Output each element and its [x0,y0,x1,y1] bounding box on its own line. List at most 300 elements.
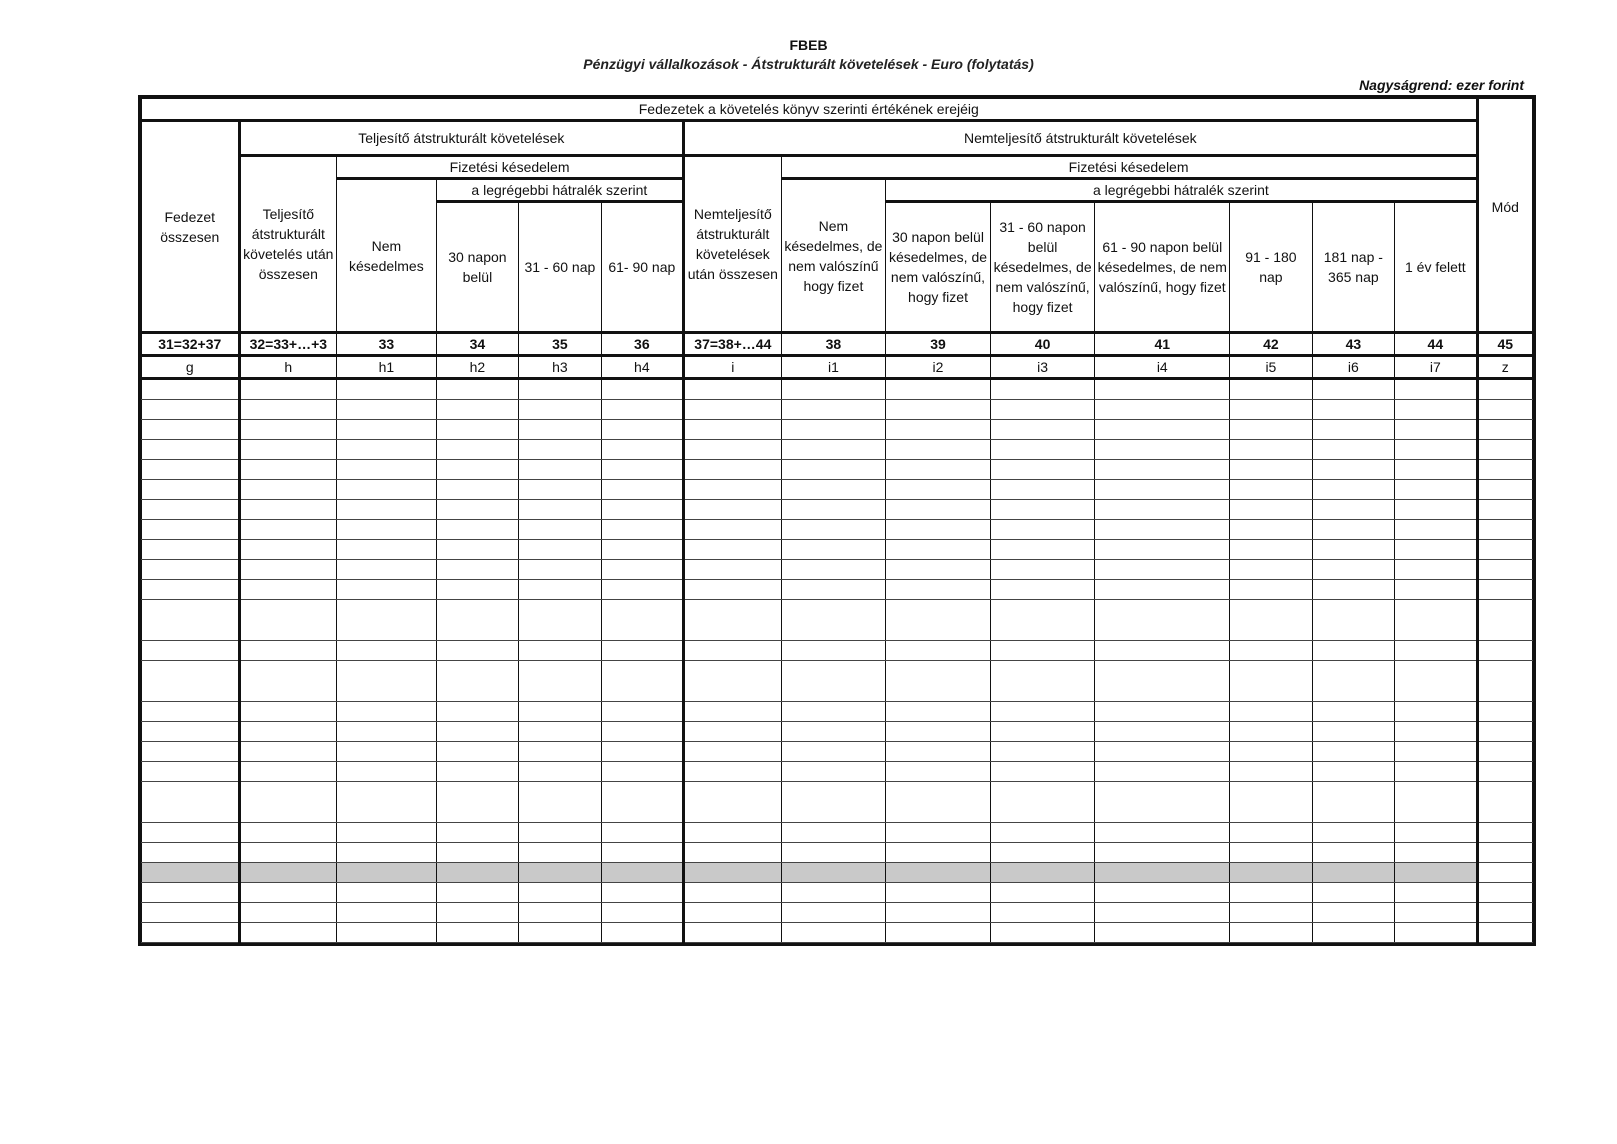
table-cell[interactable] [1477,520,1532,540]
table-cell[interactable] [436,823,518,843]
table-cell[interactable] [1312,661,1394,702]
table-cell[interactable] [601,520,683,540]
table-cell[interactable] [239,400,337,420]
table-cell[interactable] [436,520,518,540]
table-cell[interactable] [684,661,782,702]
table-cell[interactable] [781,923,886,943]
table-cell[interactable] [1395,923,1477,943]
table-cell[interactable] [886,580,991,600]
table-cell[interactable] [1477,460,1532,480]
table-cell[interactable] [436,641,518,661]
table-cell[interactable] [781,641,886,661]
table-cell[interactable] [1095,702,1230,722]
table-cell[interactable] [337,480,437,500]
table-cell[interactable] [781,520,886,540]
table-cell[interactable] [1395,400,1477,420]
table-cell[interactable] [436,722,518,742]
table-cell[interactable] [1095,863,1230,883]
table-cell[interactable] [601,440,683,460]
table-cell[interactable] [519,500,601,520]
table-cell[interactable] [1095,480,1230,500]
table-cell[interactable] [337,500,437,520]
table-cell[interactable] [337,903,437,923]
table-cell[interactable] [142,379,240,400]
table-cell[interactable] [1095,580,1230,600]
table-cell[interactable] [684,460,782,480]
table-cell[interactable] [1477,722,1532,742]
table-cell[interactable] [337,923,437,943]
table-cell[interactable] [781,742,886,762]
table-cell[interactable] [1095,883,1230,903]
table-cell[interactable] [684,520,782,540]
table-cell[interactable] [1095,762,1230,782]
table-cell[interactable] [684,580,782,600]
table-cell[interactable] [142,500,240,520]
table-cell[interactable] [239,641,337,661]
table-cell[interactable] [142,661,240,702]
table-cell[interactable] [337,400,437,420]
table-cell[interactable] [519,400,601,420]
table-cell[interactable] [142,863,240,883]
table-cell[interactable] [142,782,240,823]
table-cell[interactable] [436,560,518,580]
table-cell[interactable] [1395,782,1477,823]
table-cell[interactable] [239,560,337,580]
table-cell[interactable] [886,460,991,480]
table-cell[interactable] [337,580,437,600]
table-cell[interactable] [1312,702,1394,722]
table-cell[interactable] [781,600,886,641]
table-cell[interactable] [142,742,240,762]
table-cell[interactable] [142,440,240,460]
table-cell[interactable] [886,923,991,943]
table-cell[interactable] [519,722,601,742]
table-cell[interactable] [337,782,437,823]
table-cell[interactable] [519,480,601,500]
table-cell[interactable] [1395,500,1477,520]
table-cell[interactable] [1095,923,1230,943]
table-cell[interactable] [519,379,601,400]
table-cell[interactable] [519,460,601,480]
table-cell[interactable] [684,702,782,722]
table-cell[interactable] [519,782,601,823]
table-cell[interactable] [1095,742,1230,762]
table-cell[interactable] [781,500,886,520]
table-cell[interactable] [337,641,437,661]
table-cell[interactable] [142,641,240,661]
table-cell[interactable] [1095,440,1230,460]
table-cell[interactable] [436,379,518,400]
table-cell[interactable] [1477,600,1532,641]
table-cell[interactable] [337,762,437,782]
table-cell[interactable] [601,863,683,883]
table-cell[interactable] [142,762,240,782]
table-cell[interactable] [1095,600,1230,641]
table-cell[interactable] [1230,661,1312,702]
table-cell[interactable] [601,883,683,903]
table-cell[interactable] [990,923,1095,943]
table-cell[interactable] [601,762,683,782]
table-cell[interactable] [886,702,991,722]
table-cell[interactable] [1395,440,1477,460]
table-cell[interactable] [886,420,991,440]
table-cell[interactable] [601,702,683,722]
table-cell[interactable] [1312,762,1394,782]
table-cell[interactable] [990,641,1095,661]
table-cell[interactable] [1395,883,1477,903]
table-cell[interactable] [1230,762,1312,782]
table-cell[interactable] [601,903,683,923]
table-cell[interactable] [990,702,1095,722]
table-cell[interactable] [239,520,337,540]
table-cell[interactable] [1395,520,1477,540]
table-cell[interactable] [684,722,782,742]
table-cell[interactable] [684,823,782,843]
table-cell[interactable] [601,460,683,480]
table-cell[interactable] [1230,480,1312,500]
table-cell[interactable] [1477,641,1532,661]
table-cell[interactable] [1477,843,1532,863]
table-cell[interactable] [684,923,782,943]
table-cell[interactable] [436,883,518,903]
table-cell[interactable] [436,600,518,641]
table-cell[interactable] [436,500,518,520]
table-cell[interactable] [601,400,683,420]
table-cell[interactable] [239,762,337,782]
table-cell[interactable] [1477,379,1532,400]
table-cell[interactable] [781,400,886,420]
table-cell[interactable] [142,883,240,903]
table-cell[interactable] [519,923,601,943]
table-cell[interactable] [781,661,886,702]
table-cell[interactable] [781,722,886,742]
table-cell[interactable] [1095,641,1230,661]
table-cell[interactable] [1395,742,1477,762]
table-cell[interactable] [337,540,437,560]
table-cell[interactable] [1312,782,1394,823]
table-cell[interactable] [436,400,518,420]
table-cell[interactable] [142,480,240,500]
table-cell[interactable] [436,782,518,823]
table-cell[interactable] [781,420,886,440]
table-cell[interactable] [436,440,518,460]
table-cell[interactable] [781,843,886,863]
table-cell[interactable] [684,480,782,500]
table-cell[interactable] [436,702,518,722]
table-cell[interactable] [519,742,601,762]
table-cell[interactable] [1230,883,1312,903]
table-cell[interactable] [1095,379,1230,400]
table-cell[interactable] [239,742,337,762]
table-cell[interactable] [990,400,1095,420]
table-cell[interactable] [1095,520,1230,540]
table-cell[interactable] [519,762,601,782]
table-cell[interactable] [1095,782,1230,823]
table-cell[interactable] [781,480,886,500]
table-cell[interactable] [1312,722,1394,742]
table-cell[interactable] [239,600,337,641]
table-cell[interactable] [1312,580,1394,600]
table-cell[interactable] [142,420,240,440]
table-cell[interactable] [1312,420,1394,440]
table-cell[interactable] [990,540,1095,560]
table-cell[interactable] [519,823,601,843]
table-cell[interactable] [990,560,1095,580]
table-cell[interactable] [1395,560,1477,580]
table-cell[interactable] [684,440,782,460]
table-cell[interactable] [1395,379,1477,400]
table-cell[interactable] [436,480,518,500]
table-cell[interactable] [1395,863,1477,883]
table-cell[interactable] [519,420,601,440]
table-cell[interactable] [1312,843,1394,863]
table-cell[interactable] [684,782,782,823]
table-cell[interactable] [886,823,991,843]
table-cell[interactable] [684,540,782,560]
table-cell[interactable] [781,460,886,480]
table-cell[interactable] [1095,843,1230,863]
table-cell[interactable] [781,580,886,600]
table-cell[interactable] [519,600,601,641]
table-cell[interactable] [436,903,518,923]
table-cell[interactable] [239,540,337,560]
table-cell[interactable] [990,863,1095,883]
table-cell[interactable] [1477,762,1532,782]
table-cell[interactable] [990,762,1095,782]
table-cell[interactable] [684,379,782,400]
table-cell[interactable] [1477,480,1532,500]
table-cell[interactable] [684,500,782,520]
table-cell[interactable] [239,863,337,883]
table-cell[interactable] [684,420,782,440]
table-cell[interactable] [1095,400,1230,420]
table-cell[interactable] [1312,440,1394,460]
table-cell[interactable] [1312,400,1394,420]
table-cell[interactable] [1230,863,1312,883]
table-cell[interactable] [436,923,518,943]
table-cell[interactable] [990,782,1095,823]
table-cell[interactable] [1230,379,1312,400]
table-cell[interactable] [886,500,991,520]
table-cell[interactable] [142,460,240,480]
table-cell[interactable] [1477,883,1532,903]
table-cell[interactable] [1395,540,1477,560]
table-cell[interactable] [1230,782,1312,823]
table-cell[interactable] [519,580,601,600]
table-cell[interactable] [142,540,240,560]
table-cell[interactable] [239,702,337,722]
table-cell[interactable] [1312,923,1394,943]
table-cell[interactable] [1230,540,1312,560]
table-cell[interactable] [142,580,240,600]
table-cell[interactable] [142,923,240,943]
table-cell[interactable] [684,641,782,661]
table-cell[interactable] [337,520,437,540]
table-cell[interactable] [1095,540,1230,560]
table-cell[interactable] [1312,379,1394,400]
table-cell[interactable] [337,379,437,400]
table-cell[interactable] [990,722,1095,742]
table-cell[interactable] [1477,580,1532,600]
table-cell[interactable] [519,520,601,540]
table-cell[interactable] [1312,520,1394,540]
table-cell[interactable] [990,600,1095,641]
table-cell[interactable] [239,782,337,823]
table-cell[interactable] [337,702,437,722]
table-cell[interactable] [1477,702,1532,722]
table-cell[interactable] [142,600,240,641]
table-cell[interactable] [1395,661,1477,702]
table-cell[interactable] [886,480,991,500]
table-cell[interactable] [142,722,240,742]
table-cell[interactable] [1395,722,1477,742]
table-cell[interactable] [601,560,683,580]
table-cell[interactable] [1395,843,1477,863]
table-cell[interactable] [1477,661,1532,702]
table-cell[interactable] [1095,420,1230,440]
table-cell[interactable] [781,540,886,560]
table-cell[interactable] [601,580,683,600]
table-cell[interactable] [337,883,437,903]
table-cell[interactable] [990,661,1095,702]
table-cell[interactable] [1477,782,1532,823]
table-cell[interactable] [601,500,683,520]
table-cell[interactable] [781,762,886,782]
table-cell[interactable] [239,460,337,480]
table-cell[interactable] [239,379,337,400]
table-cell[interactable] [990,883,1095,903]
table-cell[interactable] [1230,560,1312,580]
table-cell[interactable] [1312,641,1394,661]
table-cell[interactable] [1477,560,1532,580]
table-cell[interactable] [990,460,1095,480]
table-cell[interactable] [1395,580,1477,600]
table-cell[interactable] [886,782,991,823]
table-cell[interactable] [337,420,437,440]
table-cell[interactable] [436,661,518,702]
table-cell[interactable] [1395,903,1477,923]
table-cell[interactable] [990,480,1095,500]
table-cell[interactable] [142,702,240,722]
table-cell[interactable] [1477,863,1532,883]
table-cell[interactable] [1312,823,1394,843]
table-cell[interactable] [1312,560,1394,580]
table-cell[interactable] [684,863,782,883]
table-cell[interactable] [886,600,991,641]
table-cell[interactable] [436,843,518,863]
table-cell[interactable] [1312,883,1394,903]
table-cell[interactable] [436,742,518,762]
table-cell[interactable] [1395,600,1477,641]
table-cell[interactable] [142,903,240,923]
table-cell[interactable] [239,883,337,903]
table-cell[interactable] [886,843,991,863]
table-cell[interactable] [684,843,782,863]
table-cell[interactable] [601,641,683,661]
table-cell[interactable] [1230,742,1312,762]
table-cell[interactable] [1230,460,1312,480]
table-cell[interactable] [1230,641,1312,661]
table-cell[interactable] [1312,600,1394,641]
table-cell[interactable] [239,480,337,500]
table-cell[interactable] [337,863,437,883]
table-cell[interactable] [1095,560,1230,580]
table-cell[interactable] [519,540,601,560]
table-cell[interactable] [142,823,240,843]
table-cell[interactable] [1230,600,1312,641]
table-cell[interactable] [519,560,601,580]
table-cell[interactable] [337,742,437,762]
table-cell[interactable] [781,863,886,883]
table-cell[interactable] [990,379,1095,400]
table-cell[interactable] [886,379,991,400]
table-cell[interactable] [1395,762,1477,782]
table-cell[interactable] [1095,903,1230,923]
table-cell[interactable] [990,580,1095,600]
table-cell[interactable] [337,661,437,702]
table-cell[interactable] [436,580,518,600]
table-cell[interactable] [1395,460,1477,480]
table-cell[interactable] [1477,823,1532,843]
table-cell[interactable] [142,843,240,863]
table-cell[interactable] [1395,420,1477,440]
table-cell[interactable] [1477,923,1532,943]
table-cell[interactable] [337,440,437,460]
table-cell[interactable] [1230,400,1312,420]
table-cell[interactable] [781,782,886,823]
table-cell[interactable] [601,782,683,823]
table-cell[interactable] [990,440,1095,460]
table-cell[interactable] [601,722,683,742]
table-cell[interactable] [601,923,683,943]
table-cell[interactable] [781,379,886,400]
table-cell[interactable] [1395,480,1477,500]
table-cell[interactable] [1230,903,1312,923]
table-cell[interactable] [886,883,991,903]
table-cell[interactable] [239,420,337,440]
table-cell[interactable] [436,762,518,782]
table-cell[interactable] [886,903,991,923]
table-cell[interactable] [886,440,991,460]
table-cell[interactable] [601,661,683,702]
table-cell[interactable] [1477,440,1532,460]
table-cell[interactable] [886,520,991,540]
table-cell[interactable] [601,420,683,440]
table-cell[interactable] [436,460,518,480]
table-cell[interactable] [1230,923,1312,943]
table-cell[interactable] [337,722,437,742]
table-cell[interactable] [519,843,601,863]
table-cell[interactable] [1312,863,1394,883]
table-cell[interactable] [1312,903,1394,923]
table-cell[interactable] [781,903,886,923]
table-cell[interactable] [239,722,337,742]
table-cell[interactable] [601,480,683,500]
table-cell[interactable] [1477,903,1532,923]
table-cell[interactable] [337,843,437,863]
table-cell[interactable] [886,742,991,762]
table-cell[interactable] [781,560,886,580]
table-cell[interactable] [990,823,1095,843]
table-cell[interactable] [1095,460,1230,480]
table-cell[interactable] [142,560,240,580]
table-cell[interactable] [886,641,991,661]
table-cell[interactable] [337,560,437,580]
table-cell[interactable] [886,762,991,782]
table-cell[interactable] [239,823,337,843]
table-cell[interactable] [1395,702,1477,722]
table-cell[interactable] [519,661,601,702]
